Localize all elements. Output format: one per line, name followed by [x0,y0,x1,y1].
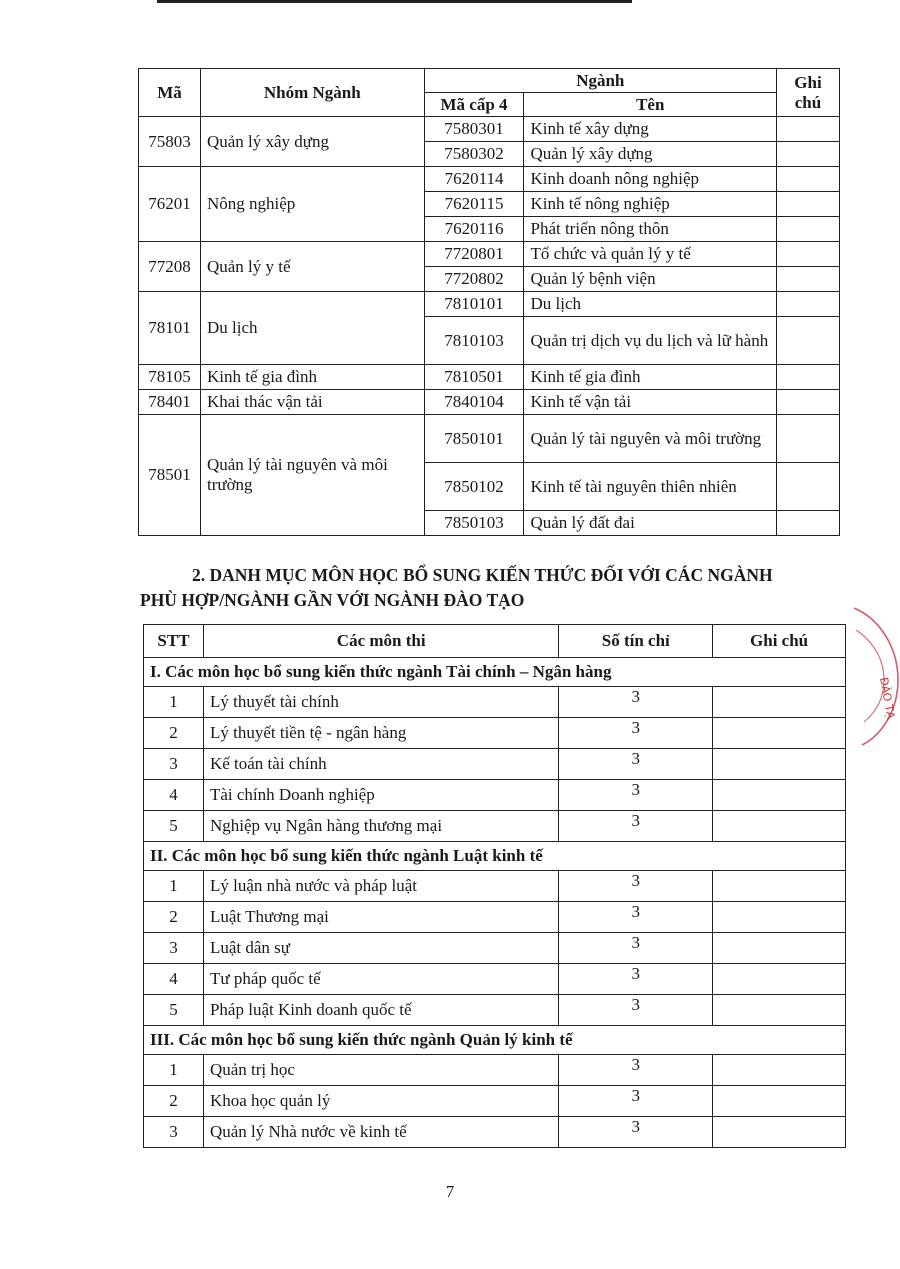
subject-credits: 3 [559,902,713,933]
subject-stt: 3 [144,1117,204,1148]
subject-section-title: I. Các môn học bổ sung kiến thức ngành Tài chính – Ngân hàng [144,658,846,687]
subject-credits: 3 [559,995,713,1026]
subject-note [713,1117,846,1148]
major-row [139,117,840,142]
section-2-title [140,563,850,614]
subject-credits: 3 [559,687,713,718]
major-name: Quản lý đất đai [524,511,777,536]
subject-stt: 3 [144,933,204,964]
major-code: 7720802 [424,267,524,292]
major-note [777,463,840,511]
seal-text: ĐÀO TẠ [877,676,898,720]
subject-name: Nghiệp vụ Ngân hàng thương mại [203,811,558,842]
major-row [139,390,840,415]
major-name: Kinh tế xây dựng [524,117,777,142]
major-note [777,415,840,463]
major-code: 7810103 [424,317,524,365]
major-note [777,317,840,365]
subject-name: Luật Thương mại [203,902,558,933]
col-ma-cap4: Mã cấp 4 [424,93,524,117]
major-name: Kinh doanh nông nghiệp [524,167,777,192]
major-note [777,192,840,217]
major-code: 7850103 [424,511,524,536]
major-group-code: 76201 [139,167,201,242]
subject-name: Pháp luật Kinh doanh quốc tế [203,995,558,1026]
subject-name: Lý thuyết tài chính [203,687,558,718]
subject-note [713,687,846,718]
subject-row [144,871,846,902]
col-nganh: Ngành [424,69,776,93]
major-group-code: 75803 [139,117,201,167]
subject-name: Quản trị học [203,1055,558,1086]
major-group-name: Quản lý xây dựng [200,117,424,167]
col-ghi-chu: Ghi chú [777,69,840,117]
subject-name: Lý luận nhà nước và pháp luật [203,871,558,902]
major-table [138,68,840,536]
subject-stt: 4 [144,964,204,995]
subject-note [713,718,846,749]
major-note [777,390,840,415]
subject-stt: 1 [144,1055,204,1086]
subject-row [144,718,846,749]
subject-name: Tài chính Doanh nghiệp [203,780,558,811]
subject-stt: 1 [144,871,204,902]
major-note [777,142,840,167]
subject-table-body [144,658,846,1148]
major-note [777,365,840,390]
major-name: Quản lý tài nguyên và môi trường [524,415,777,463]
col-so-tin-chi: Số tín chỉ [559,625,713,658]
section-2-title-line1: 2. DANH MỤC MÔN HỌC BỔ SUNG KIẾN THỨC ĐỐI VỚI CÁC NGÀNH [192,565,773,585]
major-name: Phát triển nông thôn [524,217,777,242]
col-ghi-chu: Ghi chú [713,625,846,658]
subject-credits: 3 [559,1086,713,1117]
subject-note [713,1086,846,1117]
subject-name: Lý thuyết tiền tệ - ngân hàng [203,718,558,749]
major-row [139,242,840,267]
col-ten: Tên [524,93,777,117]
subject-section-title: II. Các môn học bổ sung kiến thức ngành Luật kinh tế [144,842,846,871]
major-code: 7620115 [424,192,524,217]
subject-stt: 1 [144,687,204,718]
subject-row [144,749,846,780]
subject-credits: 3 [559,933,713,964]
subject-name: Luật dân sự [203,933,558,964]
subject-note [713,995,846,1026]
subject-note [713,902,846,933]
subject-stt: 2 [144,1086,204,1117]
major-note [777,117,840,142]
major-group-code: 78501 [139,415,201,536]
major-code: 7580302 [424,142,524,167]
subject-credits: 3 [559,718,713,749]
major-group-name: Kinh tế gia đình [200,365,424,390]
subject-credits: 3 [559,811,713,842]
major-group-name: Quản lý y tế [200,242,424,292]
subject-credits: 3 [559,780,713,811]
major-code: 7580301 [424,117,524,142]
subject-row [144,933,846,964]
subject-credits: 3 [559,964,713,995]
major-name: Tổ chức và quản lý y tế [524,242,777,267]
major-name: Du lịch [524,292,777,317]
major-row [139,167,840,192]
col-cac-mon-thi: Các môn thi [203,625,558,658]
major-note [777,242,840,267]
major-name: Kinh tế nông nghiệp [524,192,777,217]
col-stt: STT [144,625,204,658]
subject-stt: 3 [144,749,204,780]
major-code: 7850102 [424,463,524,511]
subject-note [713,749,846,780]
major-note [777,217,840,242]
subject-credits: 3 [559,1117,713,1148]
subject-credits: 3 [559,871,713,902]
subject-name: Khoa học quản lý [203,1086,558,1117]
subject-row [144,780,846,811]
major-name: Quản lý bệnh viện [524,267,777,292]
subject-row [144,1055,846,1086]
subject-stt: 4 [144,780,204,811]
major-group-name: Du lịch [200,292,424,365]
major-name: Kinh tế vận tải [524,390,777,415]
seal-stamp [842,600,900,750]
major-code: 7810501 [424,365,524,390]
subject-section-row [144,658,846,687]
major-row [139,292,840,317]
major-row [139,365,840,390]
major-code: 7840104 [424,390,524,415]
subject-row [144,811,846,842]
major-name: Kinh tế gia đình [524,365,777,390]
top-rule [157,0,632,3]
subject-name: Kế toán tài chính [203,749,558,780]
major-row [139,415,840,463]
subject-stt: 5 [144,995,204,1026]
major-code: 7720801 [424,242,524,267]
major-code: 7810101 [424,292,524,317]
major-group-code: 78101 [139,292,201,365]
subject-note [713,933,846,964]
subject-note [713,811,846,842]
major-code: 7620116 [424,217,524,242]
subject-note [713,1055,846,1086]
major-table-body [139,117,840,536]
subject-note [713,780,846,811]
subject-name: Quản lý Nhà nước về kinh tế [203,1117,558,1148]
major-code: 7850101 [424,415,524,463]
subject-note [713,871,846,902]
major-note [777,292,840,317]
subject-row [144,687,846,718]
major-code: 7620114 [424,167,524,192]
col-ma: Mã [139,69,201,117]
subject-note [713,964,846,995]
subject-table [143,624,846,1148]
subject-stt: 5 [144,811,204,842]
major-name: Quản lý xây dựng [524,142,777,167]
major-group-name: Nông nghiệp [200,167,424,242]
subject-credits: 3 [559,1055,713,1086]
major-group-code: 78105 [139,365,201,390]
subject-row [144,995,846,1026]
subject-row [144,902,846,933]
subject-credits: 3 [559,749,713,780]
major-name: Kinh tế tài nguyên thiên nhiên [524,463,777,511]
major-note [777,267,840,292]
subject-section-title: III. Các môn học bổ sung kiến thức ngành Quản lý kinh tế [144,1026,846,1055]
major-name: Quản trị dịch vụ du lịch và lữ hành [524,317,777,365]
subject-row [144,1117,846,1148]
page-number: 7 [445,1182,455,1201]
col-nhom-nganh: Nhóm Ngành [200,69,424,117]
subject-section-row [144,842,846,871]
major-group-code: 77208 [139,242,201,292]
major-group-name: Khai thác vận tải [200,390,424,415]
subject-stt: 2 [144,718,204,749]
subject-row [144,1086,846,1117]
subject-stt: 2 [144,902,204,933]
subject-name: Tư pháp quốc tế [203,964,558,995]
major-note [777,511,840,536]
subject-section-row [144,1026,846,1055]
major-group-code: 78401 [139,390,201,415]
major-group-name: Quản lý tài nguyên và môi trường [200,415,424,536]
subject-row [144,964,846,995]
major-note [777,167,840,192]
section-2-title-line2: PHÙ HỢP/NGÀNH GẦN VỚI NGÀNH ĐÀO TẠO [140,590,525,611]
